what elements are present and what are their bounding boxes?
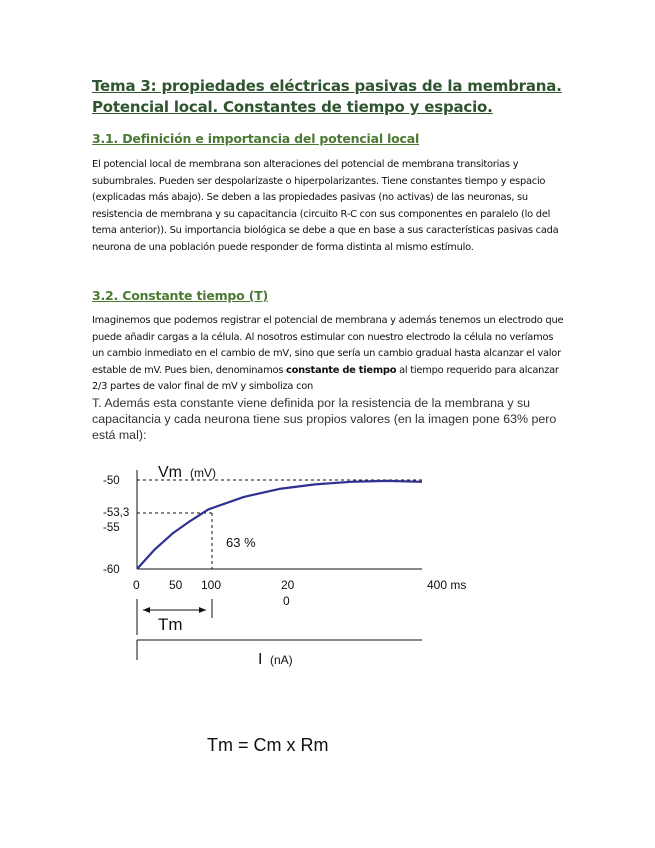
tm-arrow-right-head xyxy=(199,607,206,613)
x-tick-label: 100 xyxy=(201,578,222,592)
x-tick-label: 0 xyxy=(133,578,140,592)
section-3-2-paragraph-cont: T. Además esta constante viene definida por la resistencia de la membrana y su capacitancia y cada neurona tiene sus propios valores (en la imagen pone 63% pero está mal): xyxy=(92,396,557,442)
y-tick-label: -55 xyxy=(103,522,120,534)
section-3-1-paragraph: El potencial local de membrana son alteraciones del potencial de membrana transitorias y subumbrales. Pueden ser despolarizaste o hiperpolarizantes. Tiene constantes tiempo y espacio (explicadas más abajo). Se deben a las propiedades pasivas (no activas) de las neuronas, su resistencia de membrana y su capacitancia (circuito R-C con sus componentes en paralelo (lo del tema anterior)). Su importancia biológica se debe a que en base a sus características pasivas cada neurona de una población puede responder de forma distinta al mismo estímulo. xyxy=(92,159,559,253)
paragraph-bold-term: constante de tiempo xyxy=(286,364,397,376)
x-tick-label: 50 xyxy=(169,578,183,592)
x-tick-label-extra: 0 xyxy=(283,594,290,608)
current-label: I xyxy=(258,651,263,668)
current-unit: (nA) xyxy=(270,653,293,667)
y-axis-unit: (mV) xyxy=(190,466,216,480)
y-tick-label: -53,3 xyxy=(103,507,130,519)
paragraph-text-b: al tiempo requerido para alcanzar 2/3 partes de valor final de mV y simboliza con xyxy=(92,364,559,393)
y-axis-label: Vm xyxy=(158,464,182,481)
paragraph-text-a: Imaginemos que podemos registrar el potencial de membrana y además tenemos un electrodo que puede añadir cargas a la célula. Al nosotros estimular con nuestro electrodo la célula no veríamos un cambio inmediato en el cambio de mV, sino que sería un cambio gradual hasta alcanzar el valor estable de mV. Pues bien, denominamos xyxy=(92,315,564,376)
x-tick-label: 20 xyxy=(281,578,295,592)
membrane-potential-curve xyxy=(137,481,422,569)
tm-label: Tm xyxy=(158,615,183,634)
y-tick-label: -60 xyxy=(103,564,120,576)
section-heading-3-2: 3.2. Constante tiempo (T) xyxy=(92,288,269,303)
tm-arrow-left-head xyxy=(143,607,150,613)
time-constant-formula: Tm = Cm x Rm xyxy=(207,735,329,755)
section-heading-3-1: 3.1. Definición e importancia del potencial local xyxy=(92,131,420,146)
page-title: Tema 3: propiedades eléctricas pasivas de la membrana. Potencial local. Constantes de tiempo y espacio. xyxy=(92,77,562,116)
x-tick-label: 400 ms xyxy=(427,578,467,592)
y-tick-label: -50 xyxy=(103,475,120,487)
percent-annotation: 63 % xyxy=(226,535,256,550)
